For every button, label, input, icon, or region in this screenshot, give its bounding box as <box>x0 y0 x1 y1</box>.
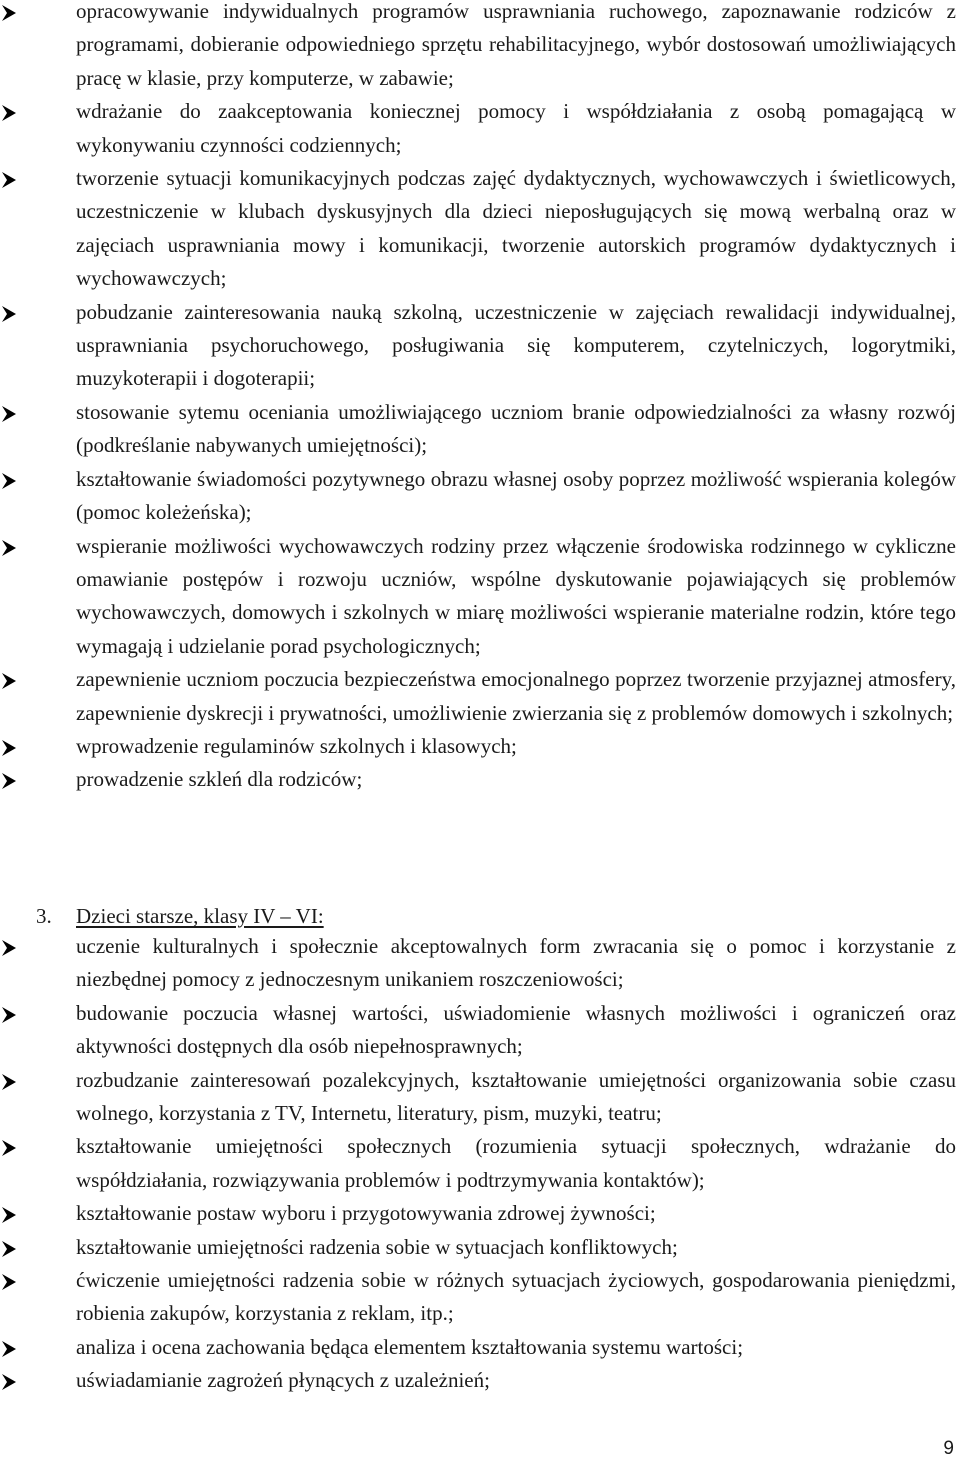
list-item <box>0 763 960 796</box>
list-item <box>0 463 960 530</box>
list-item <box>0 997 960 1064</box>
list-item-text: rozbudzanie zainteresowań pozalekcyjnych, kształtowanie umiejętności organizowania sobie czasu wolnego, korzystania z TV, Internetu, literatury, pism, muzyki, teatru; <box>76 1067 956 1126</box>
arrowhead-bullet-icon <box>0 1006 18 1024</box>
arrowhead-bullet-icon <box>0 1373 18 1391</box>
list-item <box>0 930 960 997</box>
arrowhead-bullet-icon <box>0 405 18 423</box>
section-number: 3. <box>36 904 52 928</box>
section-heading <box>36 900 324 933</box>
list-item <box>0 1331 960 1364</box>
section-title: Dzieci starsze, klasy IV – VI: <box>76 904 324 928</box>
arrowhead-bullet-icon <box>0 672 18 690</box>
list-item-text: wspieranie możliwości wychowawczych rodziny przez włączenie środowiska rodzinnego w cykliczne omawianie postępów i rozwoju uczniów, wspólne dyskutowanie pojawiających się problemów wychowawczych, domowych i szkolnych w miarę możliwości wspieranie materialne rodzin, które tego wymagają i udzielanie porad psychologicznych; <box>76 533 956 658</box>
list-item-text: kształtowanie postaw wyboru i przygotowywania zdrowej żywności; <box>76 1201 656 1226</box>
list-item-text: stosowanie sytemu oceniania umożliwiającego uczniom branie odpowiedzialności za własny rozwój (podkreślanie nabywanych umiejętności); <box>76 399 956 458</box>
arrowhead-bullet-icon <box>0 1240 18 1258</box>
list-item <box>0 663 960 730</box>
page-number: 9 <box>943 1438 954 1459</box>
list-item-text: pobudzanie zainteresowania nauką szkolną, uczestniczenie w zajęciach rewalidacji indywidualnej, usprawniania psychoruchowego, posługiwania się komputerem, czytelniczych, logorytmiki, muzykoterapii i dogoterapii; <box>76 299 956 391</box>
list-item-text: ćwiczenie umiejętności radzenia sobie w różnych sytuacjach życiowych, gospodarowania pieniędzmi, robienia zakupów, korzystania z reklam, itp.; <box>76 1268 956 1326</box>
arrowhead-bullet-icon <box>0 4 18 22</box>
list-item-text: wprowadzenie regulaminów szkolnych i klasowych; <box>76 733 517 758</box>
list-item <box>0 0 960 95</box>
arrowhead-bullet-icon <box>0 104 18 122</box>
list-item-text: opracowywanie indywidualnych programów usprawniania ruchowego, zapoznawanie rodziców z programami, dobieranie odpowiedniego sprzętu rehabilitacyjnego, wybór dostosowań umożliwiających pracę w klasie, przy komputerze, w zabawie; <box>76 0 956 90</box>
list-item-text: wdrażanie do zaakceptowania koniecznej pomocy i współdziałania z osobą pomagającą w wykonywaniu czynności codziennych; <box>76 99 956 157</box>
list-item <box>0 1264 960 1331</box>
list-item <box>0 1064 960 1131</box>
list-item <box>0 730 960 763</box>
list-item <box>0 162 960 296</box>
arrowhead-bullet-icon <box>0 171 18 189</box>
arrowhead-bullet-icon <box>0 539 18 557</box>
list-item <box>0 530 960 664</box>
arrowhead-bullet-icon <box>0 939 18 957</box>
list-item-text: prowadzenie szkleń dla rodziców; <box>76 767 363 792</box>
arrowhead-bullet-icon <box>0 472 18 490</box>
arrowhead-bullet-icon <box>0 1273 18 1291</box>
list-item-text: kształtowanie świadomości pozytywnego obrazu własnej osoby poprzez możliwość wspierania kolegów (pomoc koleżeńska); <box>76 466 956 525</box>
list-item <box>0 1231 960 1264</box>
arrowhead-bullet-icon <box>0 1139 18 1157</box>
list-item <box>0 296 960 396</box>
arrowhead-bullet-icon <box>0 305 18 323</box>
list-item-text: zapewnienie uczniom poczucia bezpieczeństwa emocjonalnego poprzez tworzenie przyjaznej atmosfery, zapewnienie dyskrecji i prywatności, umożliwienie zwierzania się z problemów domowych i szkolnych; <box>76 667 956 725</box>
list-item <box>0 95 960 162</box>
list-item <box>0 1130 960 1197</box>
arrowhead-bullet-icon <box>0 739 18 757</box>
list-item-text: uczenie kulturalnych i społecznie akceptowalnych form zwracania się o pomoc i korzystanie z niezbędnej pomocy z jednoczesnym unikaniem roszczeniowości; <box>76 934 956 992</box>
list-item <box>0 1197 960 1230</box>
arrowhead-bullet-icon <box>0 1206 18 1224</box>
list-item-text: tworzenie sytuacji komunikacyjnych podczas zajęć dydaktycznych, wychowawczych i świetlicowych, uczestniczenie w klubach dyskusyjnych dla dzieci nieposługujących się mową werbalną oraz w zajęciach usprawniania mowy i komunikacji, tworzenie autorskich programów dydaktycznych i wychowawczych; <box>76 166 956 291</box>
list-item-text: analiza i ocena zachowania będąca elementem kształtowania systemu wartości; <box>76 1334 744 1359</box>
list-item-text: uświadamianie zagrożeń płynących z uzależnień; <box>76 1368 490 1393</box>
list-item-text: budowanie poczucia własnej wartości, uświadomienie własnych możliwości i ograniczeń oraz aktywności dostępnych dla osób niepełnosprawnych; <box>76 1000 956 1059</box>
bullet-list-older-children <box>0 930 960 1398</box>
arrowhead-bullet-icon <box>0 1340 18 1358</box>
list-item <box>0 1364 960 1397</box>
list-item <box>0 396 960 463</box>
arrowhead-bullet-icon <box>0 772 18 790</box>
list-item-text: kształtowanie umiejętności radzenia sobie w sytuacjach konfliktowych; <box>76 1234 678 1259</box>
list-item-text: kształtowanie umiejętności społecznych (rozumienia sytuacji społecznych, wdrażanie do współdziałania, rozwiązywania problemów i podtrzymywania kontaktów); <box>76 1134 956 1192</box>
arrowhead-bullet-icon <box>0 1073 18 1091</box>
